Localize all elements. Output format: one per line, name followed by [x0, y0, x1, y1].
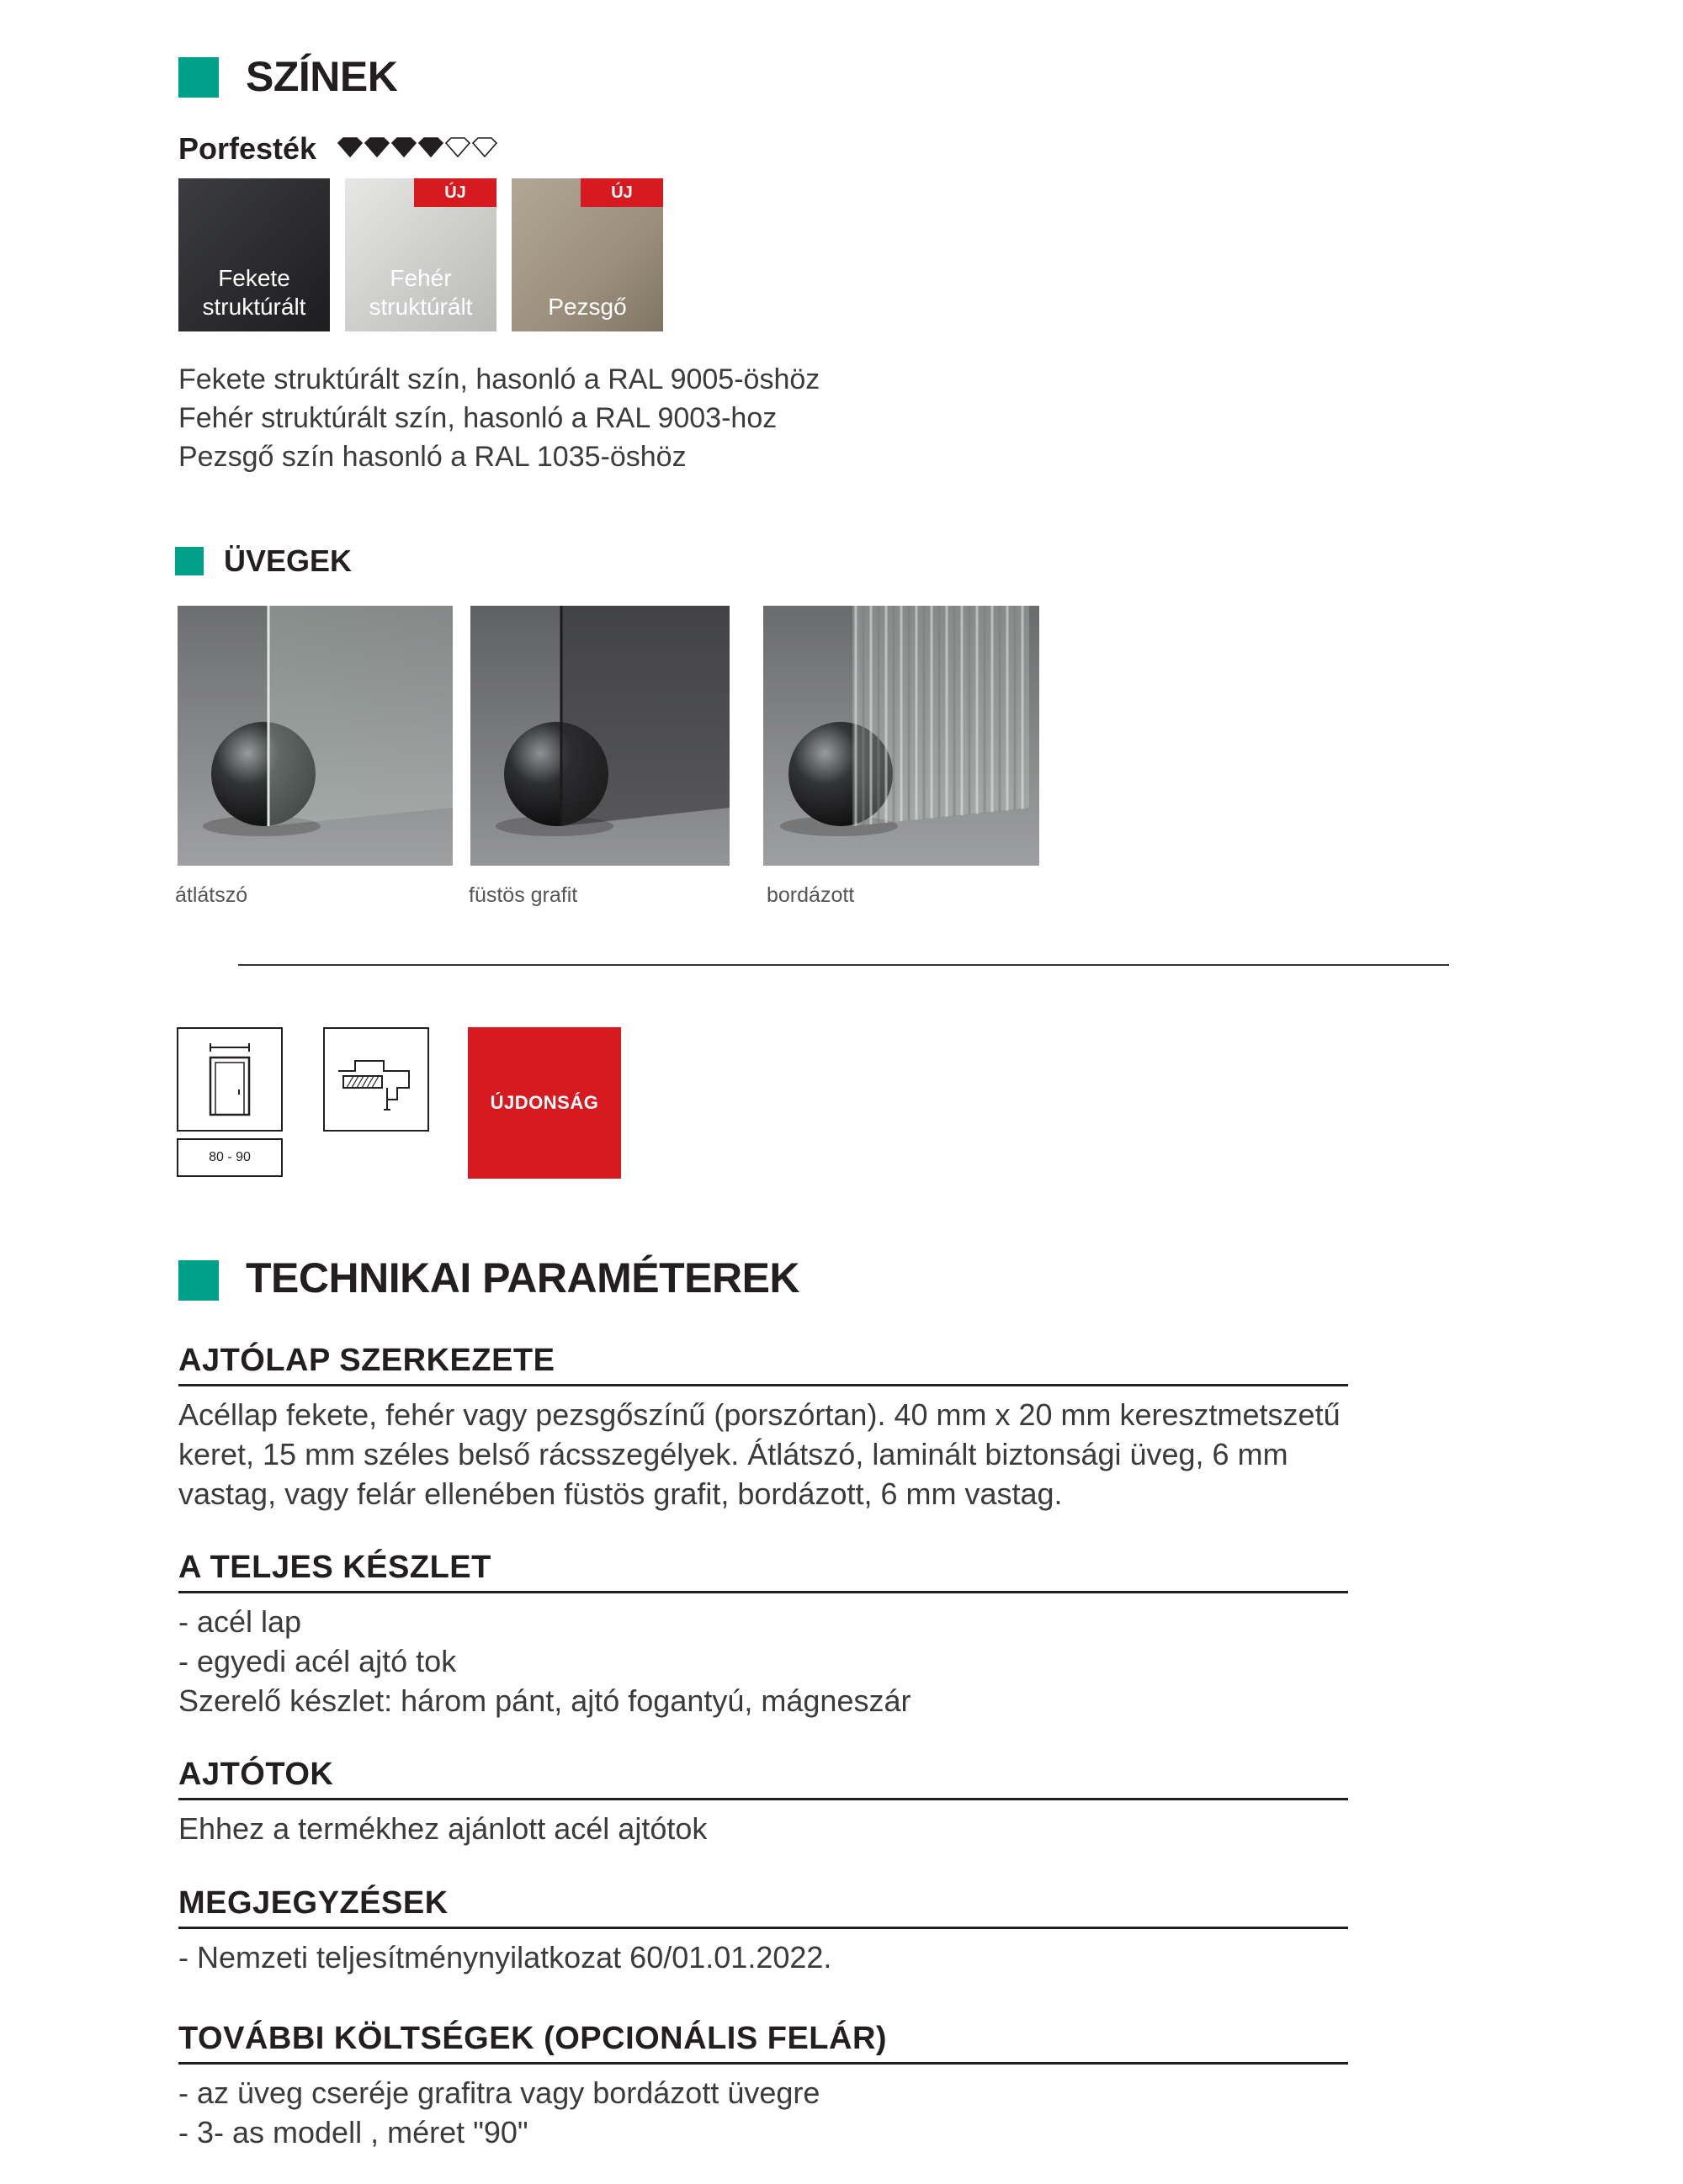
section-rule [178, 1384, 1348, 1386]
colors-title: SZÍNEK [246, 53, 398, 100]
swatch-white [345, 178, 496, 331]
section-rule [178, 2062, 1348, 2065]
color-descriptions [178, 360, 820, 476]
section-rule [178, 1591, 1348, 1593]
body-line: - Nemzeti teljesítménynyilatkozat 60/01.01.2022. [178, 1940, 832, 1975]
section-rule [178, 1798, 1348, 1800]
body-line: - egyedi acél ajtó tok [178, 1644, 457, 1678]
section-body-kit [178, 1602, 1373, 1720]
body-line: Ehhez a termékhez ajánlott acél ajtótok [178, 1811, 708, 1846]
glass-label-graphite: füstös grafit [469, 883, 578, 907]
swatch-name: Pezsgő [548, 294, 627, 320]
section-title-structure: AJTÓLAP SZERKEZETE [178, 1343, 555, 1378]
divider [238, 964, 1449, 966]
frame-profile-icon [323, 1027, 429, 1132]
body-line: - acél lap [178, 1604, 302, 1639]
glass-ribbed-image [763, 606, 1039, 866]
color-description: Pezsgő szín hasonló a RAL 1035-öshöz [178, 441, 687, 473]
diamond-filled-icon [392, 138, 416, 156]
swatch-black [178, 178, 330, 331]
diamond-filled-icon [419, 138, 443, 156]
section-title-extra-costs: TOVÁBBI KÖLTSÉGEK (OPCIONÁLIS FELÁR) [178, 2021, 888, 2056]
swatch-name: Fehér struktúrált [369, 265, 473, 320]
section-body-extra-costs [178, 2073, 1373, 2152]
section-rule [178, 1927, 1348, 1929]
body-line: Acéllap fekete, fehér vagy pezsgőszínű (porszórtan). 40 mm x 20 mm keresztmetszetű [178, 1397, 1341, 1432]
new-badge: ÚJ [414, 178, 496, 207]
glasses-title: ÜVEGEK [224, 543, 353, 578]
glass-label-clear: átlátszó [175, 883, 248, 907]
door-size-value-box [177, 1138, 283, 1177]
glass-clear-image [178, 606, 453, 866]
section-body-notes [178, 1938, 1373, 1977]
body-line: keret, 15 mm széles belső rácsszegélyek. Átlátszó, laminált biztonsági üveg, 6 mm [178, 1437, 1288, 1471]
section-title-kit: A TELJES KÉSZLET [178, 1550, 491, 1585]
door-size-value: 80 - 90 [209, 1150, 251, 1164]
swatch-champagne [512, 178, 663, 331]
section-title-frame: AJTÓTOK [178, 1757, 334, 1792]
body-line: - az üveg cseréje grafitra vagy bordázott üvegre [178, 2075, 820, 2110]
section-body-frame [178, 1809, 1373, 1848]
glass-label-ribbed: bordázott [767, 883, 855, 907]
color-description: Fekete struktúrált szín, hasonló a RAL 9005-öshöz [178, 363, 820, 395]
paint-label: Porfesték [178, 131, 317, 166]
door-size-icon [177, 1027, 283, 1132]
section-body-structure [178, 1395, 1373, 1513]
glass-graphite-image [470, 606, 730, 866]
technical-title: TECHNIKAI PARAMÉTEREK [246, 1254, 800, 1301]
durability-rating [337, 136, 502, 164]
diamond-empty-icon [473, 138, 496, 156]
diamond-filled-icon [365, 138, 389, 156]
body-line: - 3- as modell , méret "90" [178, 2115, 528, 2150]
new-badge: ÚJ [581, 178, 663, 207]
section-marker [178, 1260, 219, 1301]
section-marker [178, 57, 219, 98]
diamond-empty-icon [446, 138, 470, 156]
swatch-name: Fekete struktúrált [202, 265, 306, 320]
new-product-badge: ÚJDONSÁG [468, 1027, 621, 1179]
diamond-filled-icon [338, 138, 362, 156]
body-line: vastag, vagy felár ellenében füstös grafit, bordázott, 6 mm vastag. [178, 1476, 1063, 1511]
section-marker [175, 547, 204, 575]
color-description: Fehér struktúrált szín, hasonló a RAL 9003-hoz [178, 402, 778, 434]
body-line: Szerelő készlet: három pánt, ajtó fogantyú, mágneszár [178, 1683, 911, 1718]
section-title-notes: MEGJEGYZÉSEK [178, 1885, 449, 1921]
